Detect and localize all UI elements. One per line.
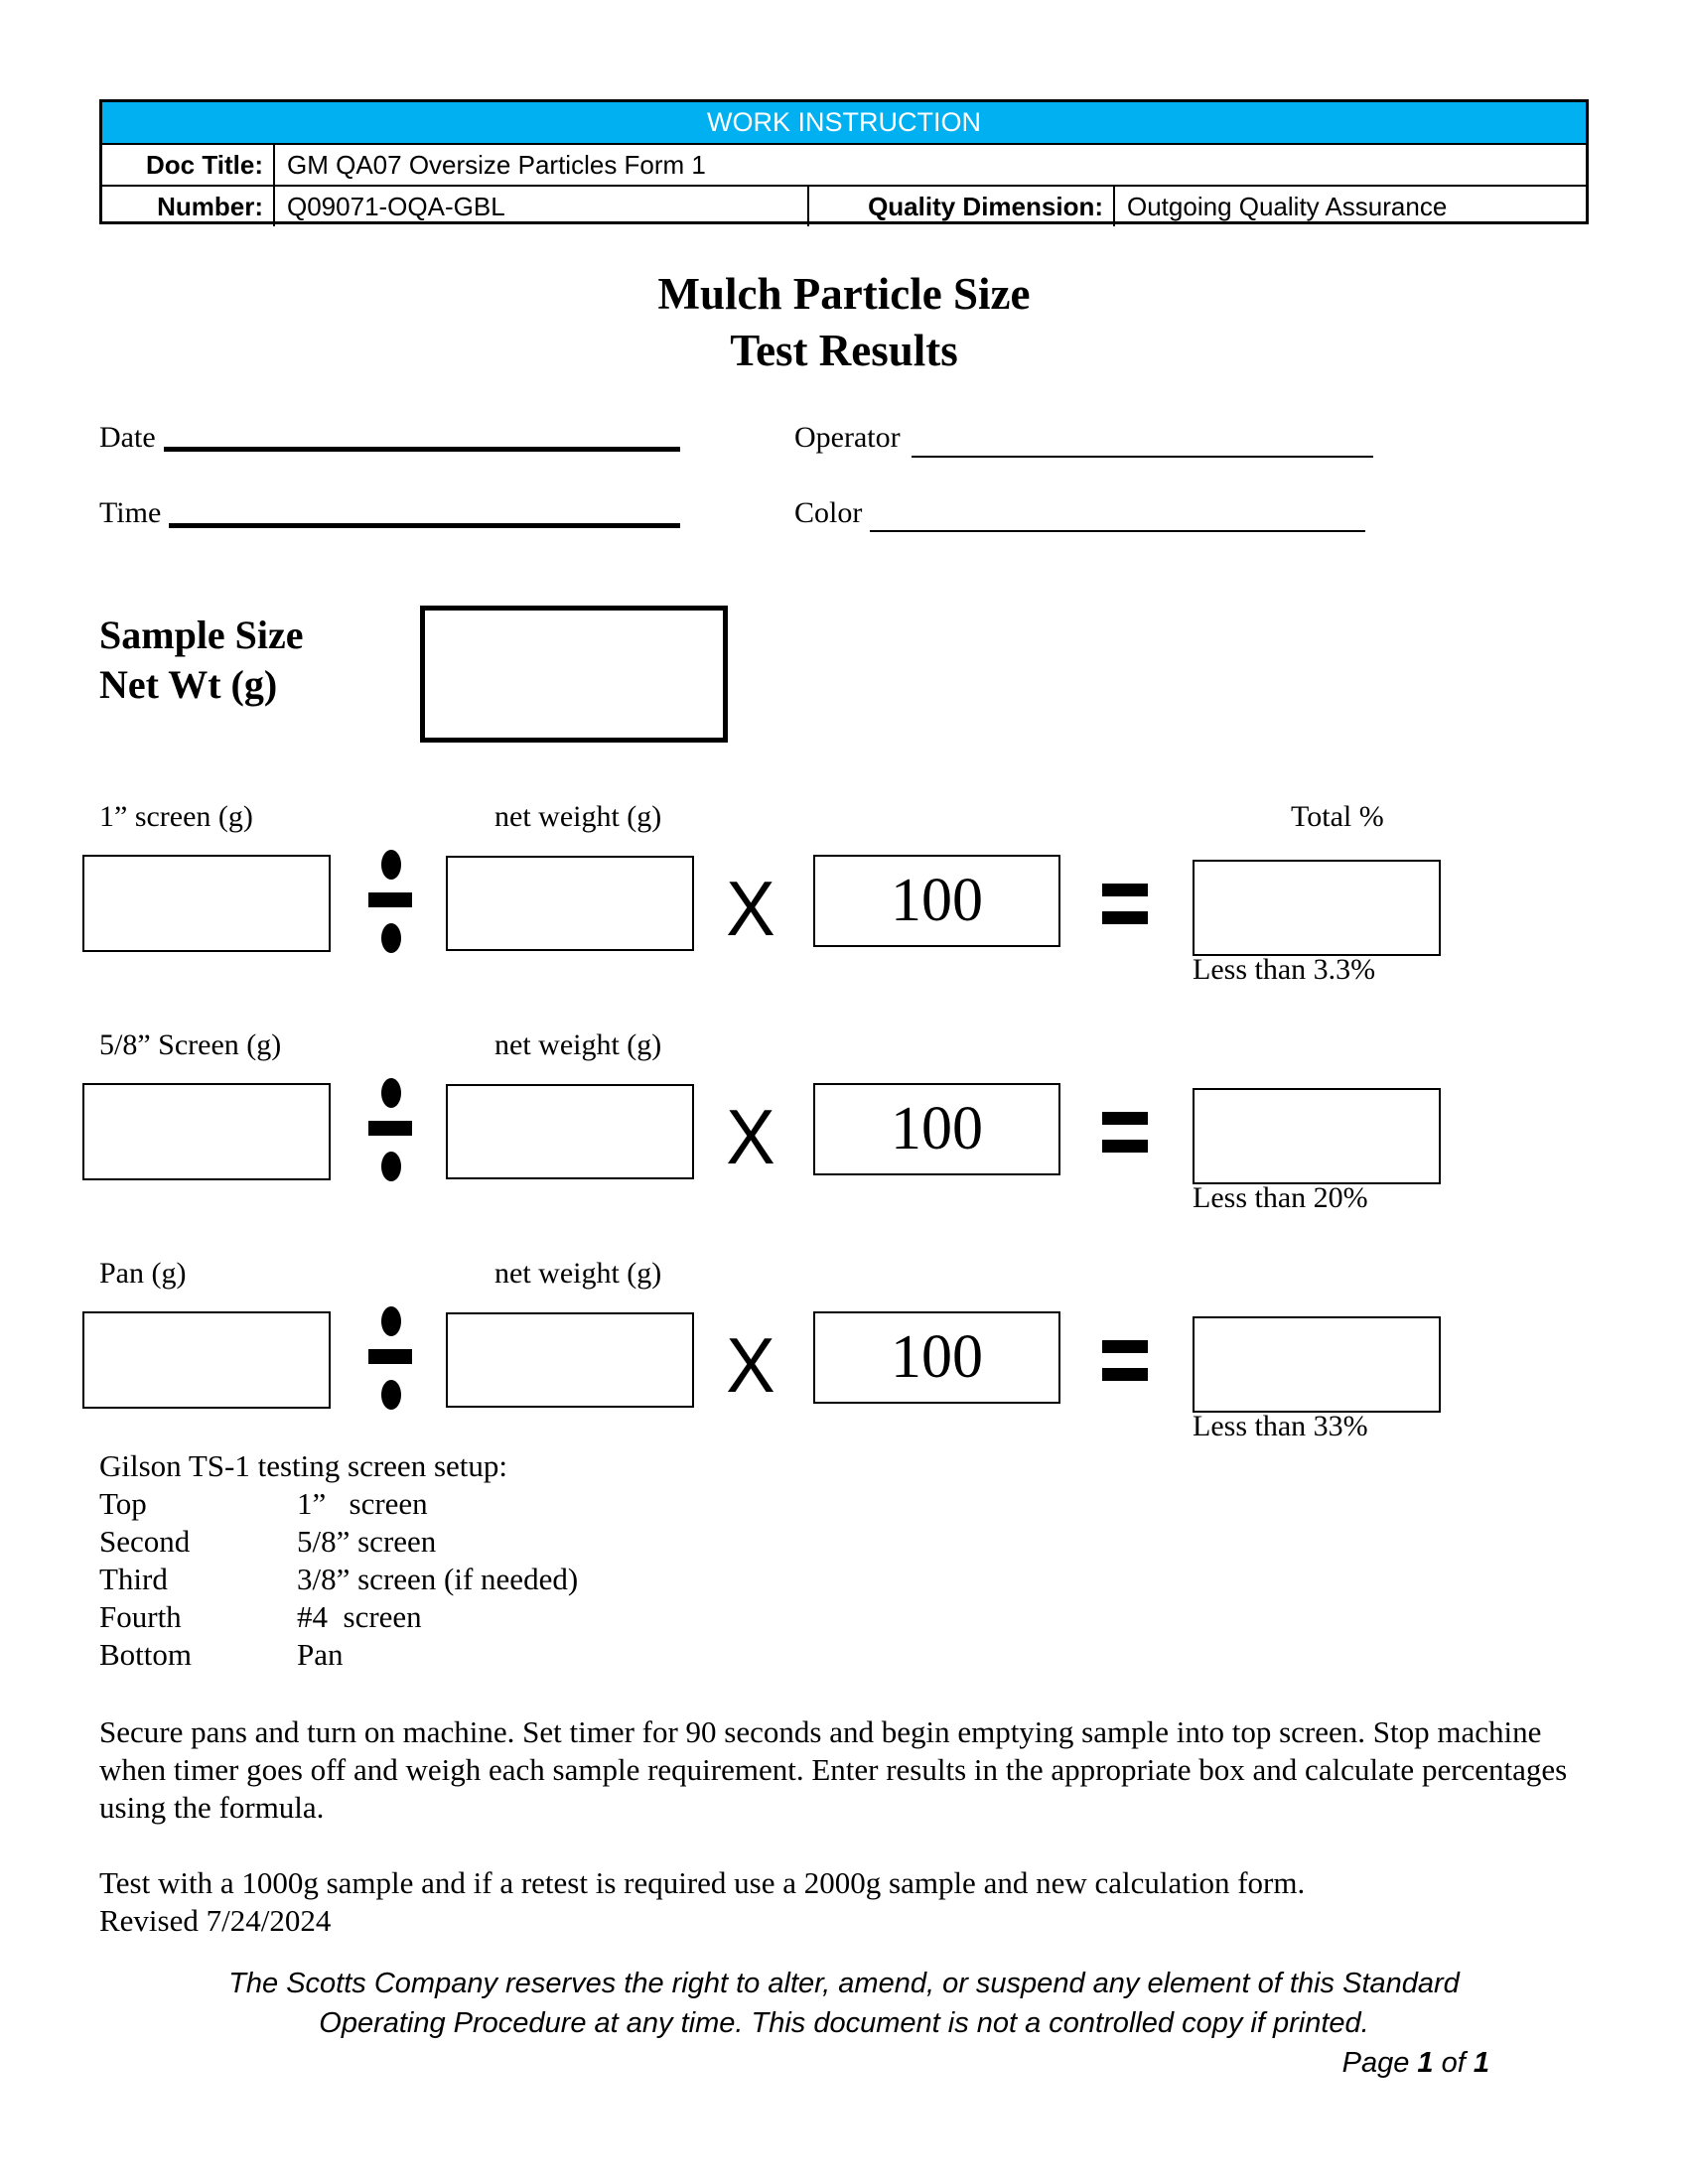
screen-label: Pan (g) [99, 1257, 187, 1290]
setup-position: Top [99, 1486, 147, 1521]
date-label: Date [99, 421, 156, 454]
equals-icon [1102, 1340, 1148, 1382]
disclaimer-line1: The Scotts Company reserves the right to alter, amend, or suspend any element of this Standard [228, 1968, 1460, 1999]
divide-icon [368, 1306, 412, 1410]
screen-weight-box[interactable] [82, 1311, 331, 1409]
total-percent-label: Total % [1291, 800, 1384, 833]
screen-label: 5/8” Screen (g) [99, 1028, 282, 1061]
net-weight-box[interactable] [446, 856, 694, 951]
equals-icon [1102, 884, 1148, 925]
net-weight-label: net weight (g) [494, 1257, 662, 1290]
multiplier-box: 100 [813, 855, 1060, 947]
sample-net-weight-box[interactable] [420, 606, 728, 743]
quality-dimension-value: Outgoing Quality Assurance [1113, 187, 1586, 226]
setup-row [99, 1561, 894, 1598]
divide-icon [368, 850, 412, 953]
operator-input-line[interactable] [912, 456, 1373, 458]
limit-text: Less than 33% [1193, 1410, 1368, 1442]
page-total: 1 [1473, 2047, 1489, 2079]
equals-icon [1102, 1112, 1148, 1154]
screen-label: 1” screen (g) [99, 800, 253, 833]
total-percent-box[interactable] [1193, 1316, 1441, 1413]
limit-text: Less than 3.3% [1193, 953, 1376, 986]
divide-icon [368, 1078, 412, 1181]
operator-label: Operator [794, 421, 901, 454]
page-of: of [1433, 2047, 1474, 2079]
net-weight-label: net weight (g) [494, 800, 662, 833]
screen-setup [99, 1447, 894, 1674]
number-value: Q09071-OQA-GBL [273, 187, 807, 226]
time-label: Time [99, 496, 162, 529]
screen-weight-box[interactable] [82, 1083, 331, 1180]
total-percent-box[interactable] [1193, 1088, 1441, 1184]
number-row [102, 187, 1586, 226]
setup-row [99, 1636, 894, 1674]
setup-row [99, 1485, 894, 1523]
net-weight-label: net weight (g) [494, 1028, 662, 1061]
setup-screen: Pan [297, 1637, 344, 1672]
page-current: 1 [1417, 2047, 1434, 2079]
multiplier-box: 100 [813, 1311, 1060, 1404]
sample-size-label-line2: Net Wt (g) [99, 662, 278, 707]
multiplier-box: 100 [813, 1083, 1060, 1175]
setup-position: Fourth [99, 1599, 182, 1634]
date-input-line[interactable] [164, 447, 680, 452]
total-percent-box[interactable] [1193, 860, 1441, 956]
net-weight-box[interactable] [446, 1312, 694, 1408]
page-title-line1: Mulch Particle Size [657, 269, 1031, 319]
screen-weight-box[interactable] [82, 855, 331, 952]
work-instruction-band: WORK INSTRUCTION [102, 102, 1586, 145]
doc-title-row [102, 145, 1586, 187]
screen-setup-heading: Gilson TS-1 testing screen setup: [99, 1448, 507, 1483]
quality-dimension-label: Quality Dimension: [807, 187, 1113, 226]
setup-screen: 5/8” screen [297, 1524, 437, 1559]
setup-screen: #4 screen [297, 1599, 422, 1634]
multiply-icon: X [726, 1321, 775, 1409]
net-weight-box[interactable] [446, 1084, 694, 1179]
revised-date: Revised 7/24/2024 [99, 1903, 332, 1938]
doc-title-value: GM QA07 Oversize Particles Form 1 [273, 145, 1586, 185]
limit-text: Less than 20% [1193, 1181, 1368, 1214]
setup-position: Bottom [99, 1637, 193, 1672]
color-input-line[interactable] [870, 530, 1365, 532]
setup-position: Second [99, 1524, 191, 1559]
setup-screen: 1” screen [297, 1486, 428, 1521]
page-prefix: Page [1341, 2047, 1418, 2079]
color-label: Color [794, 496, 863, 529]
time-input-line[interactable] [169, 523, 680, 528]
doc-title-label: Doc Title: [146, 150, 263, 180]
instructions-paragraph-2: Test with a 1000g sample and if a retest is required use a 2000g sample and new calculation form. [99, 1865, 1306, 1900]
screen-setup-list [99, 1485, 894, 1674]
sample-size-label [99, 611, 304, 710]
setup-row [99, 1598, 894, 1636]
instructions-paragraph-1: Secure pans and turn on machine. Set timer for 90 seconds and begin emptying sample into top screen. Stop machine when timer goes off and weigh each sample requirement. Enter results in the appropriate box and calculate percentages using the formula. [99, 1714, 1568, 1825]
number-label: Number: [157, 192, 263, 221]
page-number [1342, 2047, 1489, 2080]
setup-screen: 3/8” screen (if needed) [297, 1562, 579, 1596]
multiply-icon: X [726, 1093, 775, 1180]
multiply-icon: X [726, 865, 775, 952]
work-instruction-header-table [99, 99, 1589, 224]
setup-row [99, 1523, 894, 1561]
page-title-line2: Test Results [730, 326, 958, 375]
sample-size-label-line1: Sample Size [99, 613, 304, 657]
disclaimer-line2: Operating Procedure at any time. This document is not a controlled copy if printed. [319, 2007, 1369, 2039]
setup-position: Third [99, 1562, 168, 1596]
